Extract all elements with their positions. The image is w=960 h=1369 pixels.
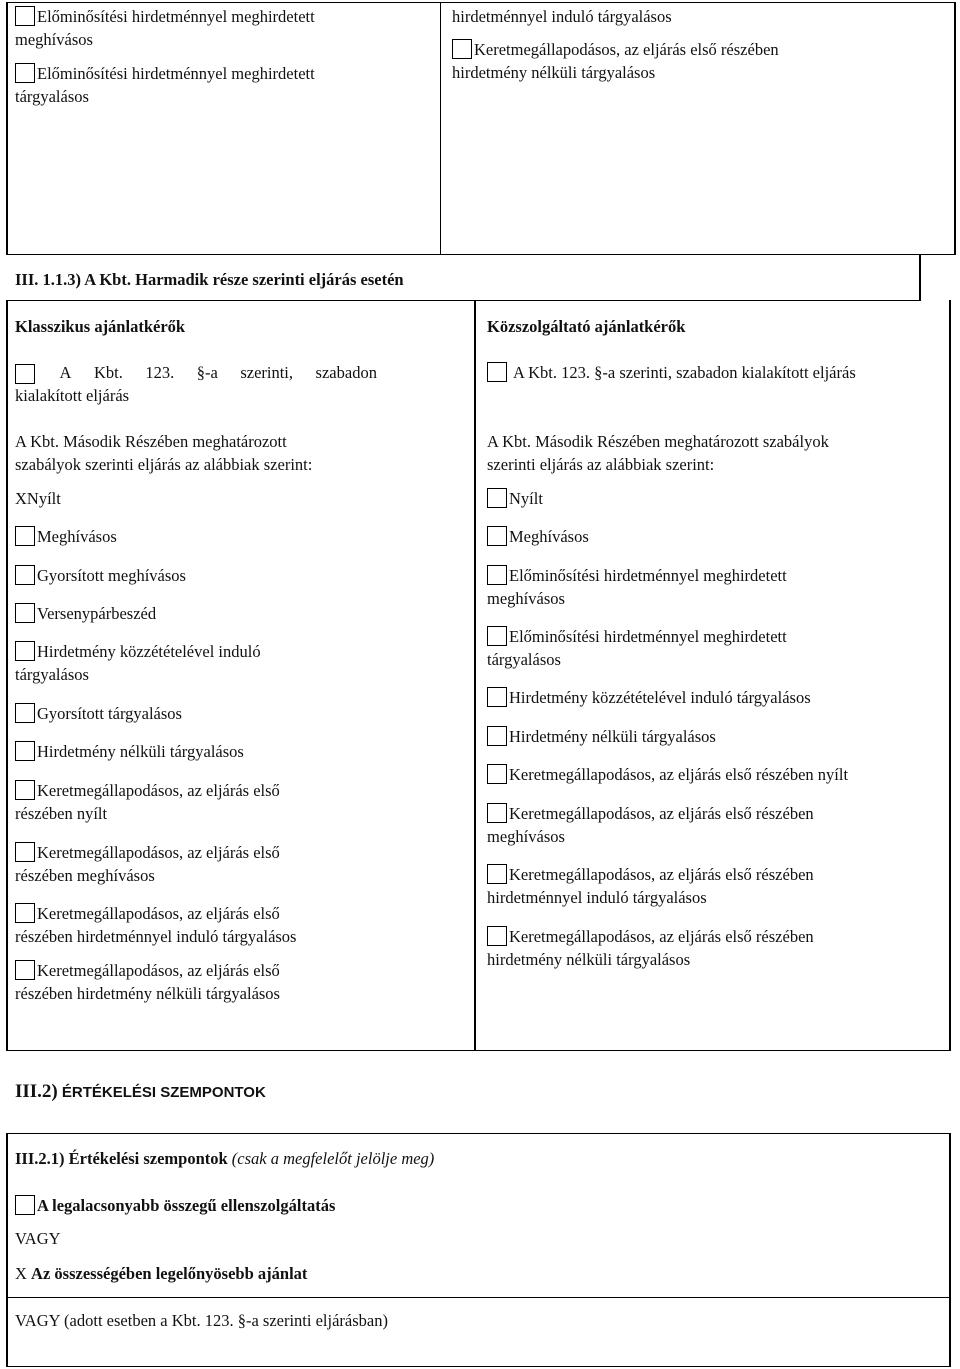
checkbox[interactable] [15, 703, 35, 723]
eval-heading: III.2) ÉRTÉKELÉSI SZEMPONTOK [15, 1081, 266, 1102]
checkbox[interactable] [487, 764, 507, 784]
checkbox[interactable] [15, 960, 35, 980]
right-free-procedure: A Kbt. 123. §-a szerinti, szabadon kialakított eljárás [487, 361, 856, 384]
left-option: Hirdetmény nélküli tárgyalásos [15, 740, 244, 763]
checkbox[interactable] [487, 565, 507, 585]
eval-or-2: VAGY (adott esetben a Kbt. 123. §-a szerinti eljárásban) [15, 1311, 388, 1330]
left-open-option: XNyílt [15, 489, 61, 508]
checkbox[interactable] [15, 741, 35, 761]
eval-option-best-value: X Az összességében legelőnyösebb ajánlat [15, 1264, 308, 1283]
checkbox[interactable] [15, 565, 35, 585]
left-free-procedure: A Kbt. 123. §-a szerinti, szabadon kialakított eljárás [15, 363, 377, 405]
checkbox[interactable] [15, 903, 35, 923]
right-option: Hirdetmény közzétételével induló tárgyalásos [487, 686, 811, 709]
checkbox[interactable] [15, 603, 35, 623]
right-option: Keretmegállapodásos, az eljárás első részében meghívásos [487, 804, 814, 846]
checkbox[interactable] [452, 39, 472, 59]
eval-subheading: III.2.1) Értékelési szempontok (csak a megfelelőt jelölje meg) [15, 1149, 435, 1168]
left-option: Meghívásos [15, 525, 117, 548]
left-option: Keretmegállapodásos, az eljárás első részében nyílt [15, 781, 280, 823]
right-option: Meghívásos [487, 525, 589, 548]
right-option: Keretmegállapodásos, az eljárás első részében hirdetmény nélküli tárgyalásos [487, 927, 814, 969]
left-option: Gyorsított tárgyalásos [15, 702, 182, 725]
right-heading: Közszolgáltató ajánlatkérők [487, 317, 686, 336]
right-option: Előminősítési hirdetménnyel meghirdetett meghívásos [487, 566, 787, 608]
eval-or-1: VAGY [15, 1229, 61, 1248]
right-option: Hirdetmény nélküli tárgyalásos [487, 725, 716, 748]
left-rules-text: A Kbt. Második Részében meghatározott szabályok szerinti eljárás az alábbiak szerint: [15, 432, 313, 474]
checkbox[interactable] [15, 842, 35, 862]
checkbox[interactable] [487, 726, 507, 746]
checkbox[interactable] [15, 364, 35, 384]
checkbox[interactable] [487, 864, 507, 884]
checkbox[interactable] [487, 626, 507, 646]
checked-mark[interactable]: X [15, 1264, 27, 1283]
left-option: Versenypárbeszéd [15, 602, 156, 625]
top-right-item: Keretmegállapodásos, az eljárás első részében hirdetmény nélküli tárgyalásos [452, 40, 779, 82]
left-option: Keretmegállapodásos, az eljárás első részében hirdetmény nélküli tárgyalásos [15, 961, 280, 1003]
left-option: Keretmegállapodásos, az eljárás első részében hirdetménnyel induló tárgyalásos [15, 904, 297, 946]
checkbox[interactable] [15, 63, 35, 83]
checkbox[interactable] [487, 488, 507, 508]
checkbox[interactable] [487, 526, 507, 546]
right-option: Nyílt [487, 487, 543, 510]
checkbox[interactable] [15, 780, 35, 800]
checkbox[interactable] [15, 6, 35, 26]
left-option: Hirdetmény közzétételével induló tárgyalásos [15, 642, 261, 684]
eval-option-lowest-price: A legalacsonyabb összegű ellenszolgáltatás [15, 1194, 335, 1217]
checkbox[interactable] [15, 526, 35, 546]
right-option: Előminősítési hirdetménnyel meghirdetett tárgyalásos [487, 627, 787, 669]
top-left-item-2: Előminősítési hirdetménnyel meghirdetett tárgyalásos [15, 64, 315, 106]
left-heading: Klasszikus ajánlatkérők [15, 317, 186, 336]
checkbox[interactable] [15, 641, 35, 661]
right-rules-text: A Kbt. Második Részében meghatározott szabályok szerinti eljárás az alábbiak szerint: [487, 432, 829, 474]
right-option: Keretmegállapodásos, az eljárás első részében nyílt [487, 763, 848, 786]
right-option: Keretmegállapodásos, az eljárás első részében hirdetménnyel induló tárgyalásos [487, 865, 814, 907]
top-right-line: hirdetménnyel induló tárgyalásos [452, 7, 672, 26]
section-heading: III. 1.1.3) A Kbt. Harmadik része szerinti eljárás esetén [15, 270, 404, 289]
checkbox[interactable] [487, 362, 507, 382]
checkbox[interactable] [487, 687, 507, 707]
top-left-item-1: Előminősítési hirdetménnyel meghirdetett meghívásos [15, 7, 315, 49]
left-option: Gyorsított meghívásos [15, 564, 186, 587]
checkbox[interactable] [487, 803, 507, 823]
left-option: Keretmegállapodásos, az eljárás első részében meghívásos [15, 843, 280, 885]
checkbox[interactable] [487, 926, 507, 946]
checkbox[interactable] [15, 1195, 35, 1215]
